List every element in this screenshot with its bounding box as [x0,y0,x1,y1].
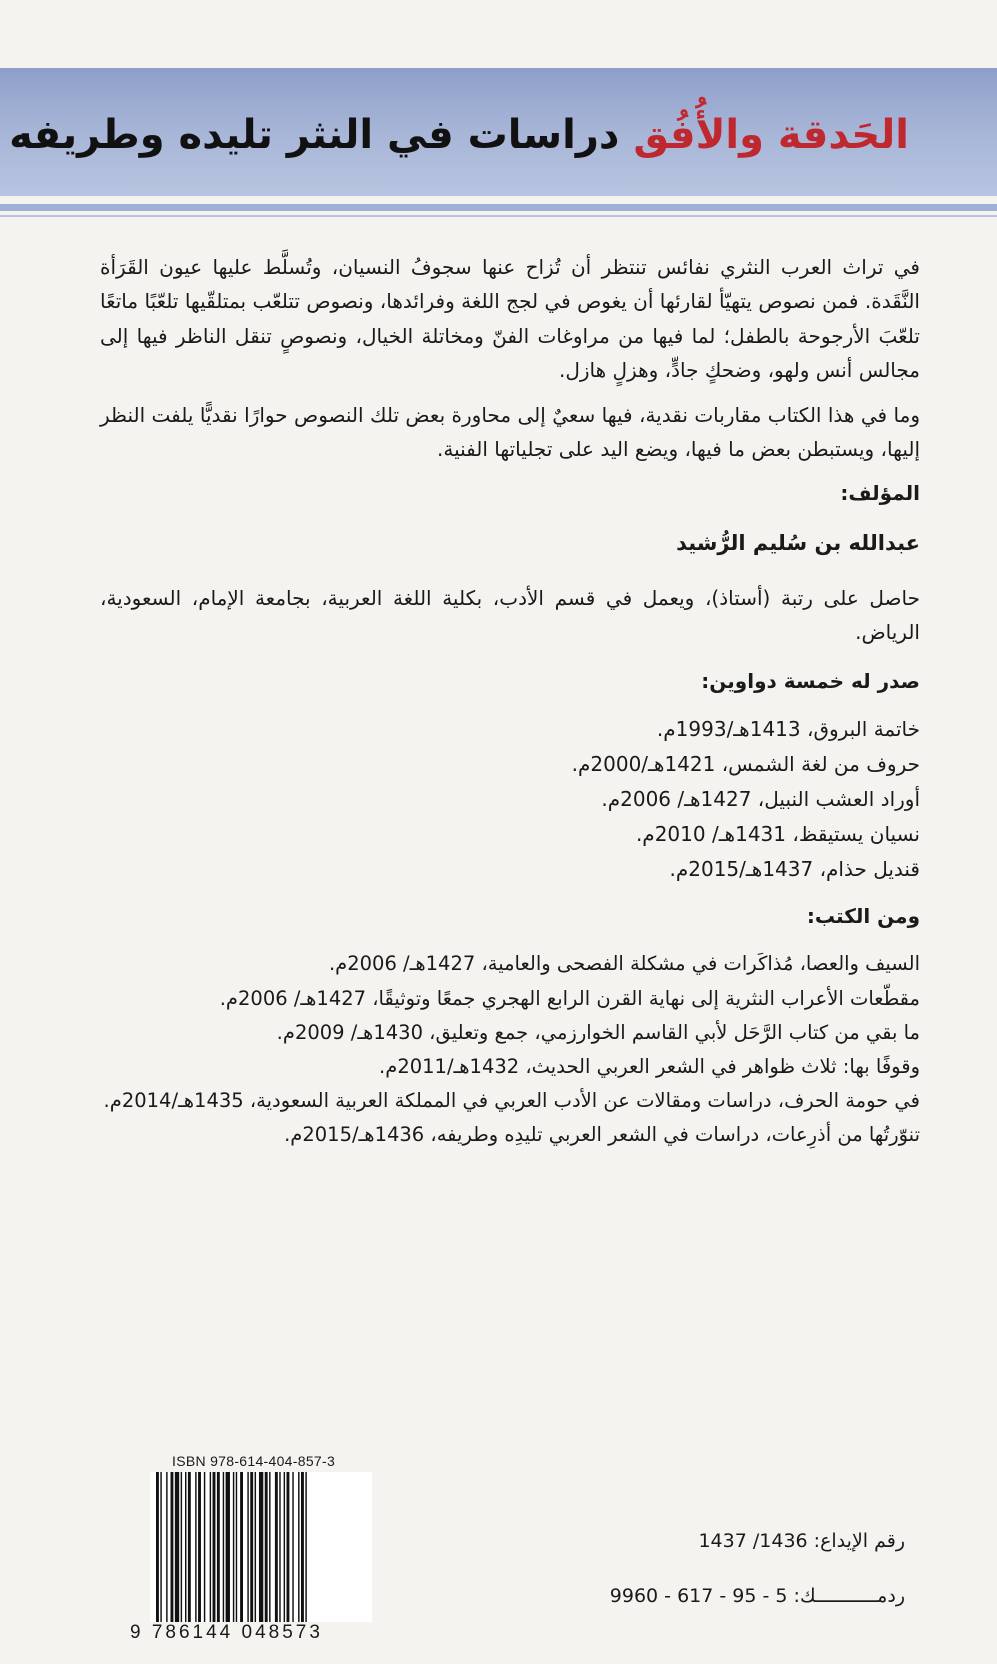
barcode-bar [269,1472,270,1622]
poetry-item: أوراد العشب النبيل، 1427هـ/ 2006م. [601,787,920,812]
banner-rule-thin [0,215,997,217]
poetry-item: حروف من لغة الشمس، 1421هـ/2000م. [571,752,920,777]
banner-rule-thick [0,204,997,211]
book-item: في حومة الحرف، دراسات ومقالات عن الأدب العربي في المملكة العربية السعودية، 1435هـ/2014م. [103,1088,920,1112]
barcode-bar [240,1472,243,1622]
barcode-bar [223,1472,224,1622]
barcode [150,1472,372,1622]
barcode-bar [226,1472,230,1622]
barcode-bar [195,1472,196,1622]
barcode-bar [298,1472,299,1622]
barcode-bar [166,1472,167,1622]
legal-deposit-number: رقم الإيداع: 1436/ 1437 [698,1530,905,1552]
book-item: وقوفًا بها: ثلاث ظواهر في الشعر العربي الحديث، 1432هـ/2011م. [379,1054,920,1078]
barcode-bar [171,1472,174,1622]
author-heading: المؤلف: [840,481,920,506]
poetry-item: خاتمة البروق، 1413هـ/1993م. [656,717,920,742]
barcode-digits: 9 786144 048573 [130,1622,323,1643]
book-title [9,112,909,158]
barcode-bar [233,1472,234,1622]
barcode-bar [287,1472,290,1622]
isbn-label: ISBN 978-614-404-857-3 [172,1453,336,1469]
barcode-bar [181,1472,182,1622]
barcode-bar [160,1472,161,1622]
poetry-item: قنديل حذام، 1437هـ/2015م. [669,857,920,882]
barcode-bar [198,1472,201,1622]
barcode-bar [279,1472,280,1622]
book-item: تنوّرتُها من أذرِعات، دراسات في الشعر العربي تليدِه وطريفه، 1436هـ/2015م. [284,1123,920,1147]
poetry-heading: صدر له خمسة دواوين: [701,668,920,693]
barcode-bar [185,1472,186,1622]
barcode-bar [247,1472,248,1622]
barcode-bar [265,1472,268,1622]
author-name: عبدالله بن سُليم الرُّشيد [676,530,920,555]
barcode-bar [204,1472,205,1622]
barcode-bars [150,1472,372,1622]
barcode-bar [275,1472,278,1622]
barcode-bar [255,1472,256,1622]
back-cover-text [100,250,920,1152]
barcode-bar [188,1472,191,1622]
barcode-bar [259,1472,263,1622]
book-item: السيف والعصا، مُذاكَرات في مشكلة الفصحى والعامية، 1427هـ/ 2006م. [328,952,920,976]
barcode-bar [292,1472,293,1622]
book-title-main: الحَدقة والأُفُق [633,112,909,158]
barcode-bar [213,1472,216,1622]
barcode-bar [250,1472,253,1622]
book-item: مقطّعات الأعراب النثرية إلى نهاية القرن الرابع الهجري جمعًا وتوثيقًا، 1427هـ/ 2006م. [219,986,920,1010]
book-item: ما بقي من كتاب الرَّحَل لأبي القاسم الخوارزمي، جمع وتعليق، 1430هـ/ 2009م. [276,1020,920,1044]
author-bio: حاصل على رتبة (أستاذ)، ويعمل في قسم الأدب، بكلية اللغة العربية، بجامعة الإمام، السعودية، الرياض. [100,585,920,645]
books-heading: ومن الكتب: [806,904,920,929]
intro-paragraph-2: وما في هذا الكتاب مقاربات نقدية، فيها سعيٌ إلى محاورة بعض تلك النصوص حوارًا نقديًّا يلفت النظر إليها، ويستبطن بعض ما فيها، ويضع اليد على تجلياتها الفنية. [100,402,920,461]
barcode-bar [305,1472,306,1622]
barcode-bar [301,1472,304,1622]
barcode-bar [156,1472,159,1622]
barcode-bar [236,1472,237,1622]
intro-paragraph-1: في تراث العرب النثري نفائس تنتظر أن تُزاح عنها سجوفُ النسيان، وتُسلَّط عليها عيون القَرَأة النَّقَدة. فمن نصوص يتهيّأ لقارئها أن يغوص في لجج اللغة وفرائدها، ونصوص تتلعّب بمتلقّيها تلعّبًا ماتعًا تلعّبَ الأرجوحة بالطفل؛ لما فيها من مراوغات الفنّ ومخاتلة الخيال، ونصوصٍ تنقل الناظر فيها إلى مجالس أنس ولهو، وضحكٍ جادٍّ، وهزلٍ هازل. [100,255,920,383]
poetry-item: نسيان يستيقظ، 1431هـ/ 2010م. [635,822,920,847]
barcode-bar [284,1472,285,1622]
isbn-arabic: ردمـــــــــــك: 5 - 95 - 617 - 9960 [609,1585,905,1607]
barcode-bar [217,1472,220,1622]
barcode-bar [210,1472,211,1622]
barcode-bar [175,1472,179,1622]
book-title-subtitle: دراسات في النثر تليده وطريفه [9,112,634,158]
